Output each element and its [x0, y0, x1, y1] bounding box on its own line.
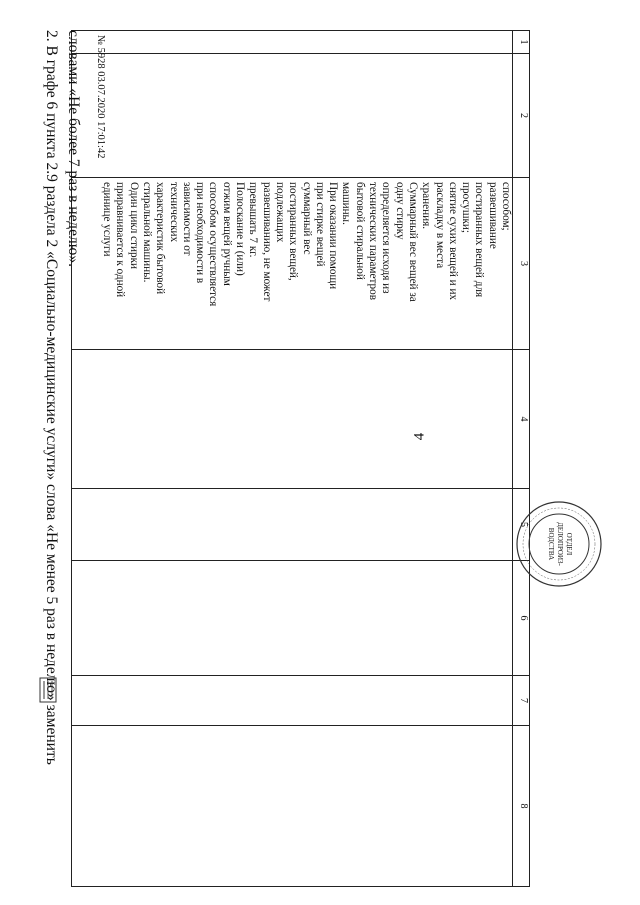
text-line: одну стирку [393, 182, 406, 240]
svg-text:ВОДСТВА: ВОДСТВА [547, 527, 555, 561]
text-line: при стирке вещей [313, 182, 326, 267]
svg-text:ДЕЛОПРОИЗ-: ДЕЛОПРОИЗ- [556, 522, 564, 566]
text-line: технических параметров [367, 182, 380, 300]
small-emblem-stamp [38, 676, 58, 704]
service-description-cell [72, 178, 513, 350]
rotated-page-content [43, 30, 530, 890]
text-line: развешиванию, не может [260, 182, 273, 302]
table-header-row [513, 31, 530, 887]
column-header: 1 [513, 31, 530, 54]
text-line: подлежащих [273, 182, 286, 243]
page-number: 4 [411, 432, 428, 441]
text-line: просушки; [460, 182, 473, 234]
text-line: развешивание [486, 182, 499, 249]
text-line: приравнивается к одной [114, 182, 127, 298]
text-line: стиральной машины. [140, 182, 153, 283]
official-seal-stamp [515, 500, 603, 588]
amendment-text-line-2: словами «Не более 7 раз в неделю». [65, 30, 82, 267]
text-line: снятие сухих вещей и их [446, 182, 459, 301]
text-line: способом осуществляется [207, 182, 220, 307]
text-line: Полоскание и (или) [234, 182, 247, 276]
text-line: при необходимости в [194, 182, 207, 284]
text-line: Один цикл стирки [127, 182, 140, 270]
text-line: машины. [340, 182, 353, 225]
amendment-text-line-1: 2. В графе 6 пункта 2.9 раздела 2 «Социально-медицинские услуги» слова «Не менее 5 раз в неделю» заменить [43, 30, 60, 765]
column-header: 5 [513, 489, 530, 561]
text-line: превышать 7 кг. [247, 182, 260, 258]
column-header: 3 [513, 178, 530, 350]
text-line: бытовой стиральной [353, 182, 366, 280]
table-cell [72, 489, 513, 561]
table-cell [72, 726, 513, 887]
table-cell [72, 561, 513, 676]
table-cell [72, 350, 513, 489]
text-line: определяется исходя из [380, 182, 393, 294]
text-line: отжим вещей ручным [220, 182, 233, 286]
text-line: хранения. [420, 182, 433, 230]
text-line: характеристик бытовой [154, 182, 167, 295]
services-table [71, 30, 530, 887]
text-line: постиранных вещей для [473, 182, 486, 298]
text-line: технических [167, 182, 180, 243]
text-line: единице услуги [101, 182, 114, 257]
text-line: зависимости от [180, 182, 193, 256]
text-line: При оказании помощи [327, 182, 340, 290]
table-row [72, 31, 513, 887]
text-line: способом; [500, 182, 512, 231]
text-line: суммарный вес [300, 182, 313, 255]
svg-text:ОТДЕЛ: ОТДЕЛ [565, 532, 573, 556]
text-line: раскладку в места [433, 182, 446, 269]
column-header: 6 [513, 561, 530, 676]
table-cell [72, 676, 513, 726]
registration-number: № 5928 03.07.2020 17:01:42 [95, 35, 106, 159]
column-header: 2 [513, 54, 530, 178]
table-cell [72, 54, 513, 178]
text-line: Суммарный вес вещей за [406, 182, 419, 302]
column-header: 4 [513, 350, 530, 489]
table-cell [72, 31, 513, 54]
text-line: постиранных вещей, [287, 182, 300, 281]
column-header: 7 [513, 676, 530, 726]
column-header: 8 [513, 726, 530, 887]
